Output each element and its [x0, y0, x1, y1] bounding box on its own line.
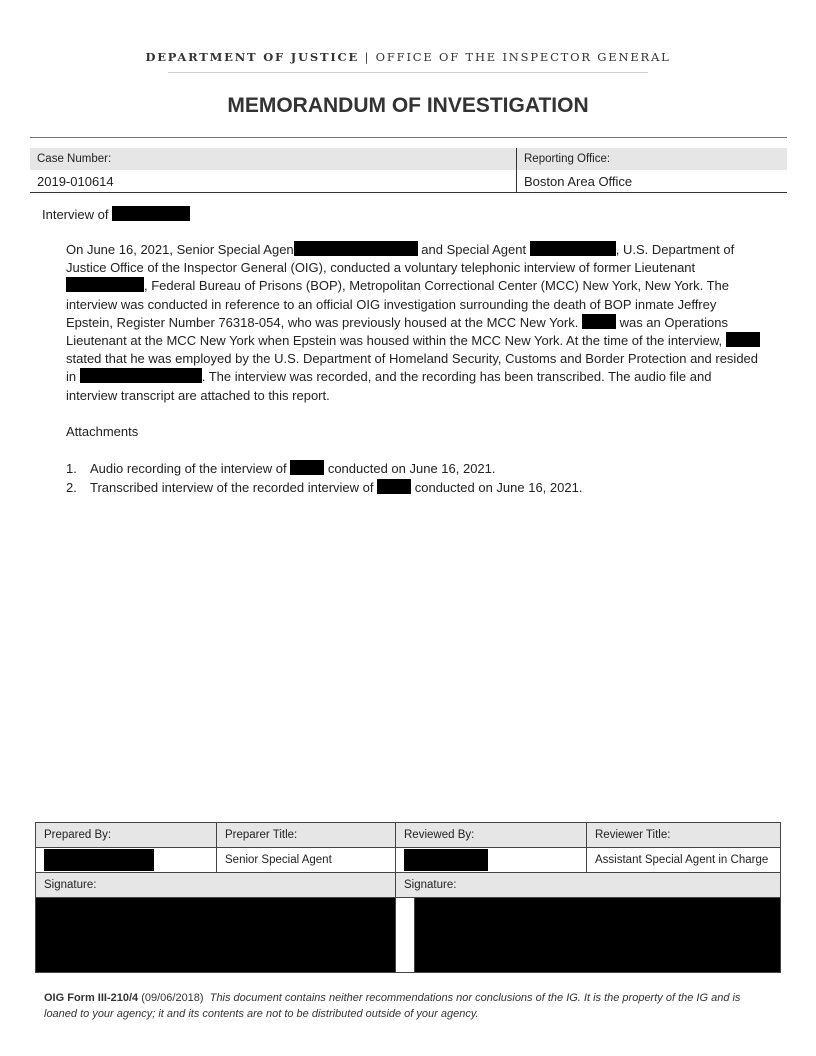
body-text-6: stated that he was employed by the U.S. Department of Homeland Security, Customs and Border Protection and resided in: [66, 351, 759, 385]
form-footer: [44, 990, 774, 1022]
header-divider: [168, 72, 648, 73]
redaction-block: [290, 460, 324, 475]
signature-label-left: Signature:: [36, 873, 396, 898]
reviewer-signature-wrap: [396, 898, 780, 972]
reviewed-by-value: [396, 848, 587, 873]
reporting-office-value: Boston Area Office: [517, 170, 788, 193]
body-text-1: On June 16, 2021, Senior Special Agen: [66, 242, 294, 257]
signature-table: [35, 822, 781, 973]
body-text-2: and Special Agent: [421, 242, 527, 257]
redaction-block: [80, 368, 202, 383]
interview-summary-paragraph: [66, 241, 766, 405]
reviewer-signature-redacted: [415, 898, 780, 972]
body-text-4: , Federal Bureau of Prisons (BOP), Metropolitan Correctional Center (MCC) New York, New York. The interview was conducted in reference to an official OIG investigation surrounding the death of BOP inmate Jeffrey Epstein, Register Number 76318-054, who was previously housed at the MCC New York.: [66, 278, 729, 330]
body-text-3: , U.S. Department of Justice Office of the Inspector General (OIG), conducted a voluntary telephonic interview of former Lieutenant: [66, 242, 735, 276]
department-header: [0, 50, 816, 64]
attachment-text: Audio recording of the interview of: [90, 461, 287, 476]
page-title: MEMORANDUM OF INVESTIGATION: [227, 94, 589, 117]
form-date: (09/06/2018): [141, 992, 204, 1004]
footer-notice: This document contains neither recommendations nor conclusions of the IG. It is the property of the IG and is loaned to your agency; it and its contents are not to be distributed outside of your agency.: [44, 992, 741, 1020]
prepared-by-value: [36, 848, 217, 873]
redaction-block: [112, 206, 190, 221]
preparer-title-value: Senior Special Agent: [217, 848, 396, 873]
header-separator: |: [364, 50, 371, 64]
interview-subject-line: [42, 206, 190, 222]
office-name: OFFICE OF THE INSPECTOR GENERAL: [375, 50, 671, 64]
reviewer-title-value: Assistant Special Agent in Charge: [587, 848, 781, 873]
reporting-office-label: Reporting Office:: [517, 148, 788, 170]
reviewer-title-label: Reviewer Title:: [587, 823, 781, 848]
attachment-item: [66, 479, 582, 498]
attachments-list: [66, 460, 582, 497]
signature-gap: [396, 898, 415, 972]
reviewed-by-label: Reviewed By:: [396, 823, 587, 848]
preparer-title-label: Preparer Title:: [217, 823, 396, 848]
attachment-number: 1.: [66, 461, 77, 476]
redaction-block: [726, 332, 760, 347]
redaction-block: [404, 849, 488, 871]
redaction-block: [530, 241, 616, 256]
case-info-table: [30, 148, 787, 193]
body-text-7: . The interview was recorded, and the recording has been transcribed. The audio file and interview transcript are attached to this report.: [66, 369, 712, 403]
signature-label-right: Signature:: [396, 873, 781, 898]
case-number-value: 2019-010614: [30, 170, 517, 193]
attachment-text: conducted on June 16, 2021.: [327, 461, 496, 476]
redaction-block: [66, 277, 144, 292]
attachments-heading: Attachments: [66, 424, 139, 439]
attachment-item: [66, 460, 582, 479]
title-divider: [30, 137, 787, 138]
redaction-block: [582, 314, 616, 329]
redaction-block: [377, 479, 411, 494]
prepared-by-label: Prepared By:: [36, 823, 217, 848]
redaction-block: [294, 241, 418, 256]
redaction-block: [44, 849, 154, 871]
body-text-5: was an Operations Lieutenant at the MCC New York when Epstein was housed within the MCC New York. At the time of the interview,: [66, 314, 728, 349]
case-number-label: Case Number:: [30, 148, 517, 170]
attachment-text: conducted on June 16, 2021.: [414, 479, 583, 495]
preparer-signature-redacted: [36, 898, 396, 973]
form-id: OIG Form III-210/4: [44, 992, 139, 1004]
attachment-text: Transcribed interview of the recorded interview of: [90, 479, 374, 495]
interview-label: Interview of: [42, 207, 109, 222]
reviewer-signature-cell: [396, 898, 781, 973]
department-name: DEPARTMENT OF JUSTICE: [145, 50, 360, 64]
attachment-number: 2.: [66, 479, 77, 495]
